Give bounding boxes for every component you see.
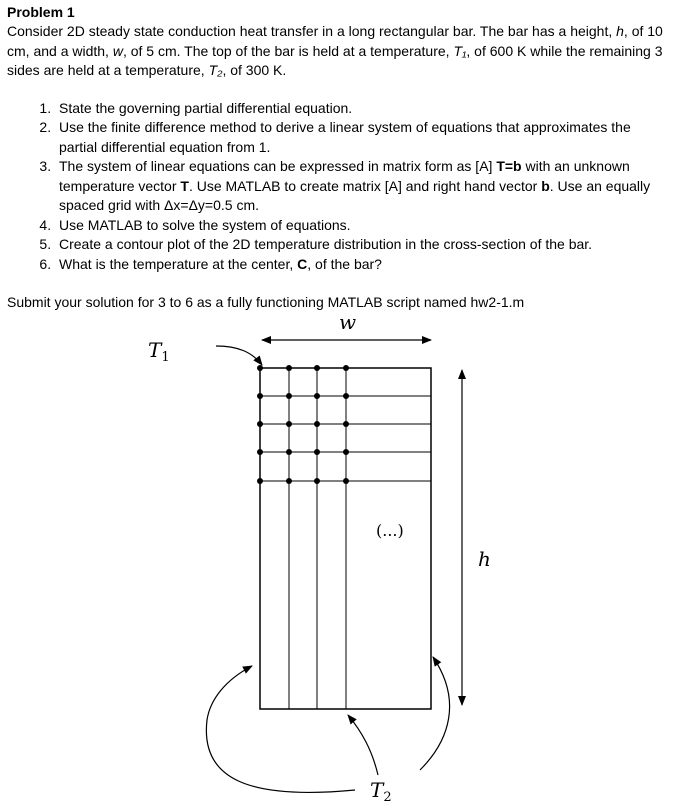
task-item-5: 5. Create a contour plot of the 2D temperature distribution in the cross-section of the bar. — [55, 235, 667, 255]
t1-arrow — [216, 346, 262, 365]
task-item-2: 2. Use the finite difference method to derive a linear system of equations that approximates the partial differential equation from 1. — [55, 118, 667, 157]
t2-arrow-left-side — [206, 666, 355, 792]
task-item-4: 4. Use MATLAB to solve the system of equations. — [55, 216, 667, 236]
vertical-grid-lines — [289, 368, 346, 709]
t2-arrow-right-side — [420, 657, 450, 770]
intro-w: w — [112, 42, 123, 59]
bar-grid-figure — [0, 300, 675, 812]
intro-text-3: , of 5 cm. The top of the bar is held at a temperature, — [122, 42, 454, 59]
height-label: h — [478, 547, 491, 571]
problem-intro — [7, 22, 667, 81]
task-item-1: 1. State the governing partial differential equation. — [55, 99, 667, 119]
intro-text-2: , of 10 cm, and a width, — [7, 23, 663, 59]
grid-continuation-ellipsis: (...) — [376, 521, 404, 540]
problem-document — [7, 0, 667, 312]
intro-text-1: Consider 2D steady state conduction heat transfer in a long rectangular bar. The bar has a height, — [7, 23, 617, 39]
intro-T2: T₂ — [208, 62, 223, 78]
width-label: w — [339, 310, 357, 334]
task-item-6: 6. What is the temperature at the center, C, of the bar? — [55, 255, 667, 275]
task-item-3: 3. The system of linear equations can be expressed in matrix form as [A] T=b with an unknown temperature vector T. Use MATLAB to create matrix [A] and right hand vector b. Use an equally spaced grid with Δx=Δy=0.5 cm. — [55, 157, 667, 216]
task-list — [7, 99, 667, 275]
t1-label: $T_1$ — [148, 338, 170, 365]
intro-T1: T₁ — [453, 42, 467, 59]
intro-text-4: , of 600 K while the remaining 3 sides are held at a temperature, — [7, 42, 663, 78]
t2-arrow-bottom — [348, 715, 378, 775]
intro-h: h — [616, 23, 624, 39]
intro-text-5: , of 300 K. — [222, 62, 287, 78]
t2-label: $T_2$ — [370, 778, 392, 805]
problem-title: Problem 1 — [7, 4, 75, 20]
submit-instructions: Submit your solution for 3 to 6 as a fully functioning MATLAB script named hw2-1.m — [7, 294, 525, 310]
